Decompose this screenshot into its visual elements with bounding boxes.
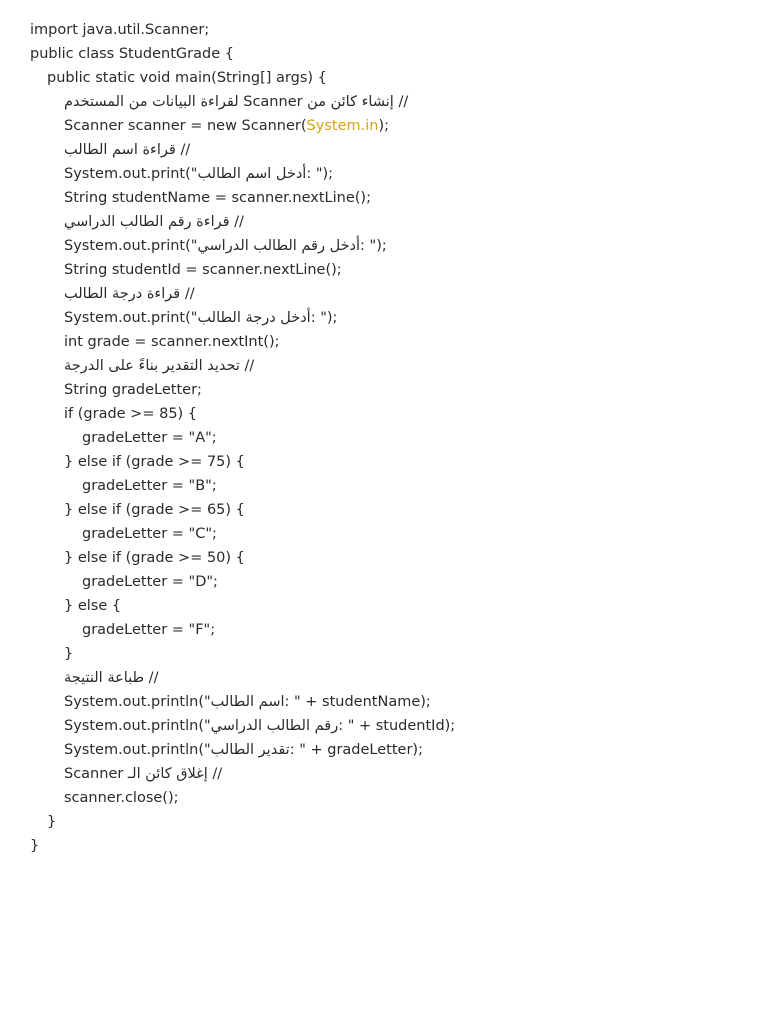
code-line: gradeLetter = "C"; (82, 526, 217, 542)
code-text: Scanner scanner = new Scanner( (64, 118, 307, 134)
code-line: gradeLetter = "B"; (82, 478, 217, 494)
code-line: import java.util.Scanner; (30, 22, 210, 38)
code-line: gradeLetter = "F"; (82, 622, 216, 638)
code-comment: // طباعة النتيجة (64, 670, 159, 686)
code-comment: // قراءة اسم الطالب (64, 142, 191, 158)
code-comment: // قراءة رقم الطالب الدراسي (64, 214, 244, 230)
code-comment: // تحديد التقدير بناءً على الدرجة (64, 358, 255, 374)
code-line: gradeLetter = "A"; (82, 430, 217, 446)
code-line: System.out.println("رقم الطالب الدراسي: " + studentId); (64, 718, 456, 734)
code-line: System.out.print("أدخل رقم الطالب الدراسي: "); (64, 238, 387, 254)
code-line: System.out.println("اسم الطالب: " + studentName); (64, 694, 431, 710)
code-line (30, 114, 455, 138)
code-comment: // إغلاق كائن الـ Scanner (64, 766, 223, 782)
code-line: if (grade >= 85) { (64, 406, 198, 422)
code-line: public static void main(String[] args) { (47, 70, 327, 86)
code-line: } else if (grade >= 75) { (64, 454, 245, 470)
system-in-link[interactable]: System.in (306, 118, 379, 134)
code-line: } (30, 838, 40, 854)
code-line: } else if (grade >= 65) { (64, 502, 245, 518)
code-line: } (64, 646, 74, 662)
code-line: String studentId = scanner.nextLine(); (64, 262, 342, 278)
code-comment: // قراءة درجة الطالب (64, 286, 195, 302)
code-line: String studentName = scanner.nextLine(); (64, 190, 371, 206)
code-line: int grade = scanner.nextInt(); (64, 334, 280, 350)
code-line: } (47, 814, 57, 830)
code-line: String gradeLetter; (64, 382, 202, 398)
code-line: System.out.print("أدخل درجة الطالب: "); (64, 310, 338, 326)
code-line: public class StudentGrade { (30, 46, 234, 62)
code-line: } else { (64, 598, 122, 614)
code-line: } else if (grade >= 50) { (64, 550, 245, 566)
code-line: gradeLetter = "D"; (82, 574, 218, 590)
code-line: System.out.println("تقدير الطالب: " + gradeLetter); (64, 742, 423, 758)
code-block (30, 18, 455, 858)
code-line: scanner.close(); (64, 790, 179, 806)
code-line: System.out.print("أدخل اسم الطالب: "); (64, 166, 334, 182)
code-comment: // إنشاء كائن من Scanner لقراءة البيانات من المستخدم (64, 94, 409, 110)
code-text: ); (378, 118, 389, 134)
